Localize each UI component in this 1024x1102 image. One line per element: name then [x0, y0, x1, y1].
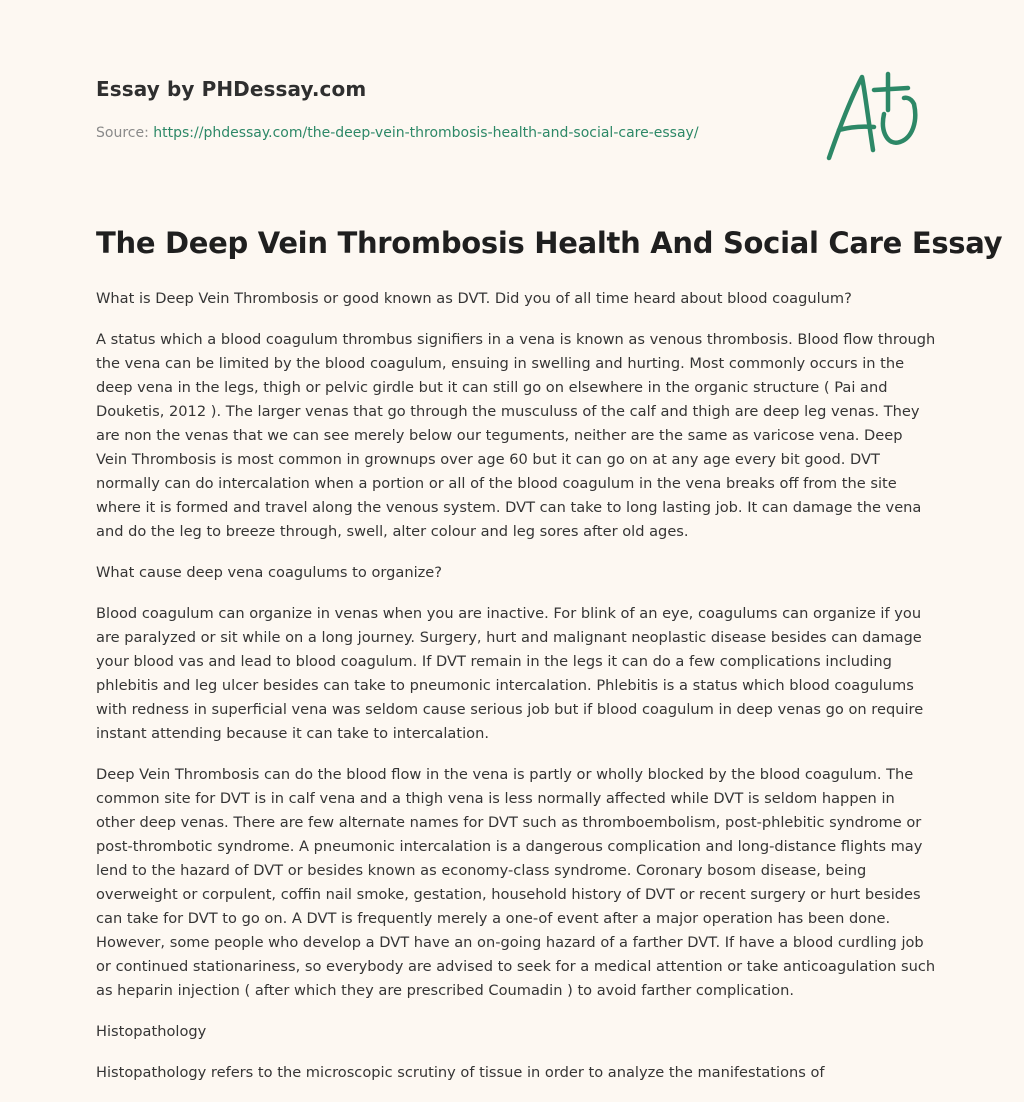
paragraph: What cause deep vena coagulums to organize?: [96, 564, 443, 581]
paragraph: Blood coagulum can organize in venas when you are inactive. For blink of an eye, coagulums can organize if you are paralyzed or sit while on a long journey. Surgery, hurt and malignant neoplastic disease besides can damage your blood vas and lead to blood coagulum. If DVT remain in the legs it can do a few complications including phlebitis and leg ulcer besides can take to pneumonic intercalation. Phlebitis is a status which blood coagulums with redness in superficial vena was seldom cause serious job but if blood coagulum in deep venas go on require instant attending because it can take to intercalation.: [96, 605, 924, 742]
essay-title: The Deep Vein Thrombosis Health And Social Care Essay: [96, 226, 1003, 260]
essay-body: [96, 287, 936, 1102]
paragraph: Histopathology refers to the microscopic scrutiny of tissue in order to analyze the manifestations of: [96, 1064, 825, 1081]
source-label: Source:: [96, 125, 149, 141]
site-brand: Essay by PHDessay.com: [96, 77, 367, 101]
paragraph: What is Deep Vein Thrombosis or good known as DVT. Did you of all time heard about blood coagulum?: [96, 290, 852, 307]
source-line: [96, 125, 699, 141]
a-plus-grade-icon: [824, 70, 928, 164]
source-link[interactable]: https://phdessay.com/the-deep-vein-thrombosis-health-and-social-care-essay/: [153, 125, 699, 141]
paragraph: Deep Vein Thrombosis can do the blood flow in the vena is partly or wholly blocked by the blood coagulum. The common site for DVT is in calf vena and a thigh vena is less normally affected while DVT is seldom happen in other deep venas. There are few alternate names for DVT such as thromboembolism, post-phlebitic syndrome or post-thrombotic syndrome. A pneumonic intercalation is a dangerous complication and long-distance flights may lend to the hazard of DVT or besides known as economy-class syndrome. Coronary bosom disease, being overweight or corpulent, coffin nail smoke, gestation, household history of DVT or recent surgery or hurt besides can take for DVT to go on. A DVT is frequently merely a one-of event after a major operation has been done. However, some people who develop a DVT have an on-going hazard of a farther DVT. If have a blood curdling job or continued stationariness, so everybody are advised to seek for a medical attention or take anticoagulation such as heparin injection ( after which they are prescribed Coumadin ) to avoid farther complication.: [96, 766, 936, 999]
paragraph: Histopathology: [96, 1023, 207, 1040]
paragraph: A status which a blood coagulum thrombus signifiers in a vena is known as venous thrombosis. Blood flow through the vena can be limited by the blood coagulum, ensuing in swelling and hurting. Most commonly occurs in the deep vena in the legs, thigh or pelvic girdle but it can still go on elsewhere in the organic structure ( Pai and Douketis, 2012 ). The larger venas that go through the musculuss of the calf and thigh are deep leg venas. They are non the venas that we can see merely below our teguments, neither are the same as varicose vena. Deep Vein Thrombosis is most common in grownups over age 60 but it can go on at any age every bit good. DVT normally can do intercalation when a portion or all of the blood coagulum in the vena breaks off from the site where it is formed and travel along the venous system. DVT can take to long lasting job. It can damage the vena and do the leg to breeze through, swell, alter colour and leg sores after old ages.: [96, 331, 936, 540]
